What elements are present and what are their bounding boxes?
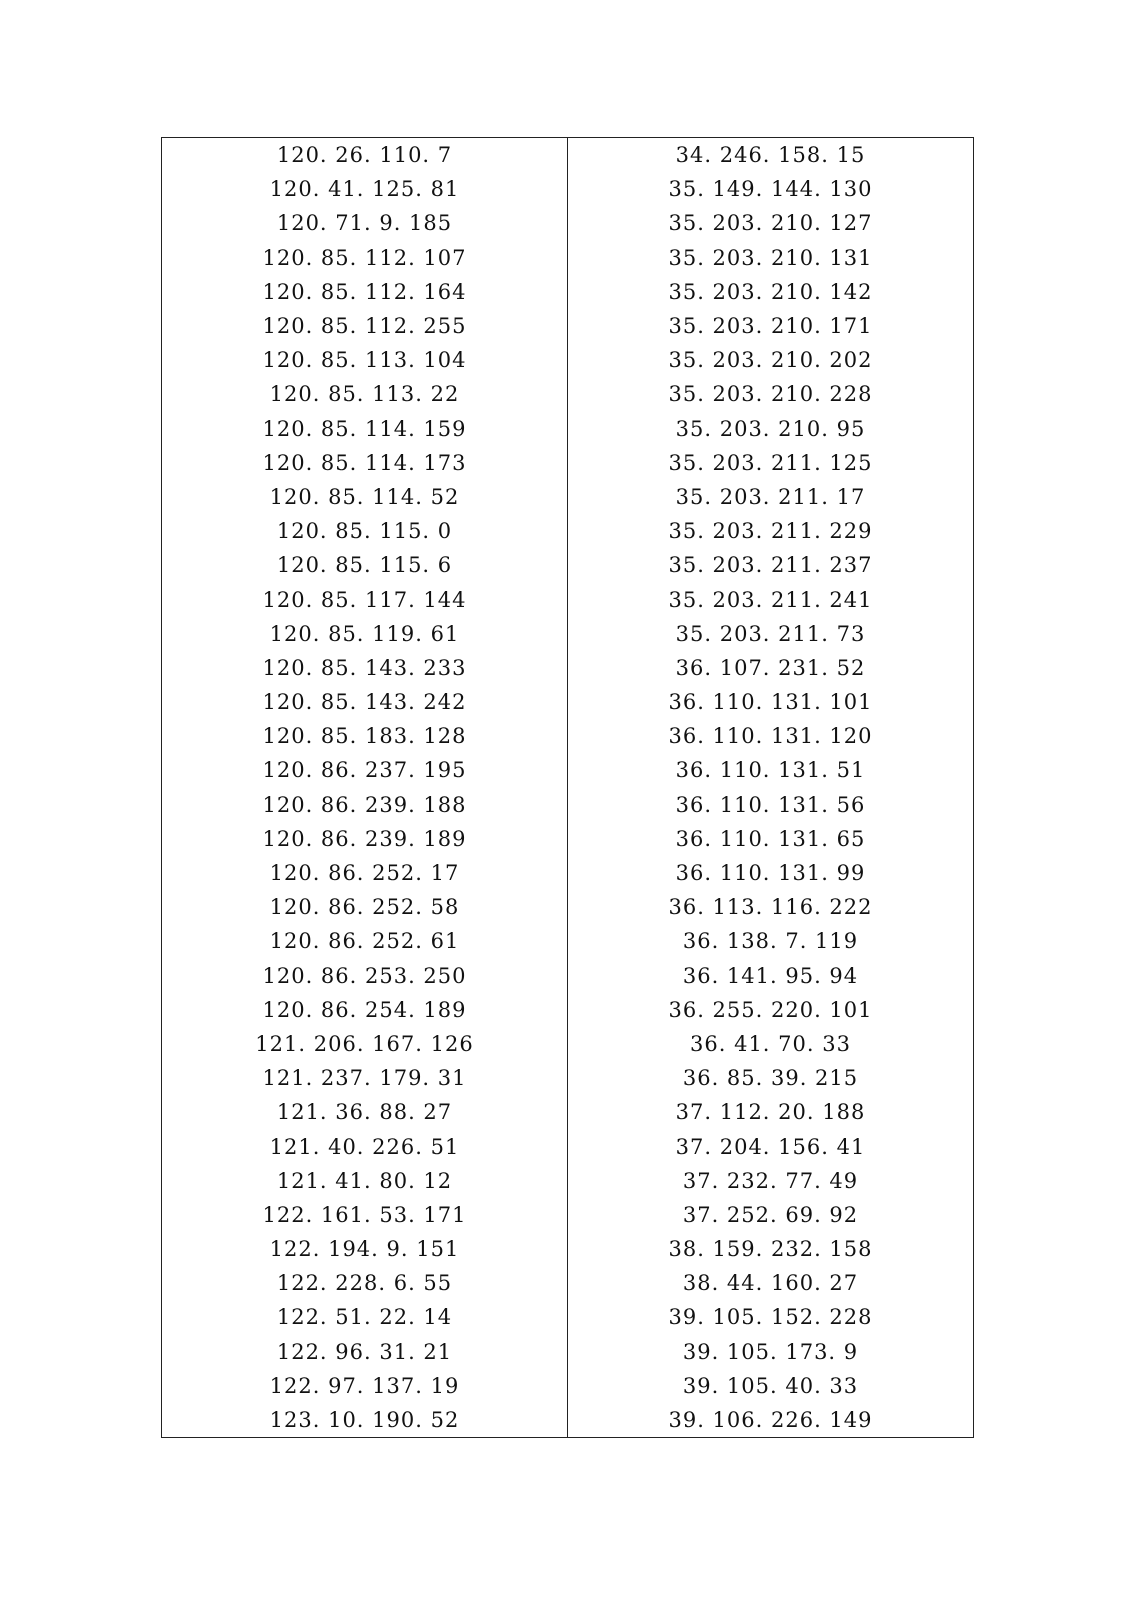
table-row [162, 275, 974, 309]
table-row [162, 719, 974, 753]
table-row [162, 651, 974, 685]
ip-cell-right: 39. 105. 40. 33 [682, 1373, 859, 1398]
ip-cell-left: 120. 86. 252. 58 [162, 890, 568, 924]
ip-cell-right: 36. 110. 131. 99 [675, 861, 866, 886]
table-row [162, 959, 974, 993]
ip-cell-right: 36. 110. 131. 51 [675, 758, 866, 783]
table-row [162, 1164, 974, 1198]
ip-cell-right: 35. 203. 210. 131 [668, 245, 873, 270]
ip-cell-left: 120. 86. 253. 250 [162, 959, 568, 993]
ip-cell-left: 120. 85. 112. 255 [162, 309, 568, 343]
ip-cell-left: 122. 97. 137. 19 [162, 1369, 568, 1403]
table-row [162, 412, 974, 446]
table-row [162, 172, 974, 206]
ip-cell-left: 120. 86. 254. 189 [162, 993, 568, 1027]
ip-cell-left: 121. 36. 88. 27 [162, 1095, 568, 1129]
table-row [162, 685, 974, 719]
ip-table-body [162, 138, 974, 1438]
ip-cell-right: 35. 203. 211. 237 [668, 553, 873, 578]
ip-cell-left: 120. 26. 110. 7 [162, 138, 568, 173]
ip-cell-left: 122. 96. 31. 21 [162, 1335, 568, 1369]
ip-cell-left: 120. 86. 239. 189 [162, 822, 568, 856]
table-row [162, 617, 974, 651]
ip-cell-right: 35. 203. 211. 229 [668, 519, 873, 544]
ip-cell-right: 39. 106. 226. 149 [668, 1408, 873, 1433]
table-row [162, 343, 974, 377]
ip-cell-left: 120. 85. 114. 52 [162, 480, 568, 514]
ip-cell-left: 120. 85. 112. 107 [162, 241, 568, 275]
ip-cell-left: 121. 41. 80. 12 [162, 1164, 568, 1198]
ip-cell-right: 35. 203. 211. 241 [668, 587, 873, 612]
table-row [162, 206, 974, 240]
ip-cell-left: 120. 85. 119. 61 [162, 617, 568, 651]
ip-cell-left: 120. 41. 125. 81 [162, 172, 568, 206]
ip-cell-left: 121. 237. 179. 31 [162, 1061, 568, 1095]
ip-cell-left: 120. 85. 143. 233 [162, 651, 568, 685]
ip-cell-right: 35. 203. 210. 228 [668, 382, 873, 407]
ip-cell-right: 35. 203. 210. 171 [668, 314, 873, 339]
ip-cell-right: 37. 252. 69. 92 [682, 1202, 859, 1227]
ip-cell-right: 35. 203. 210. 202 [668, 348, 873, 373]
ip-cell-right: 36. 85. 39. 215 [682, 1066, 859, 1091]
table-row [162, 548, 974, 582]
table-row [162, 924, 974, 958]
ip-cell-left: 122. 194. 9. 151 [162, 1232, 568, 1266]
table-row [162, 582, 974, 616]
table-row [162, 1027, 974, 1061]
table-row [162, 1198, 974, 1232]
ip-cell-left: 120. 85. 115. 0 [162, 514, 568, 548]
ip-cell-left: 122. 51. 22. 14 [162, 1300, 568, 1334]
table-row [162, 1403, 974, 1438]
ip-cell-right: 35. 203. 210. 127 [668, 211, 873, 236]
ip-address-table [161, 137, 974, 1438]
table-row [162, 309, 974, 343]
ip-cell-right: 39. 105. 152. 228 [668, 1305, 873, 1330]
table-row [162, 1061, 974, 1095]
table-row [162, 480, 974, 514]
ip-cell-left: 120. 86. 252. 17 [162, 856, 568, 890]
ip-cell-right: 36. 107. 231. 52 [675, 655, 866, 680]
ip-cell-left: 120. 86. 252. 61 [162, 924, 568, 958]
table-row [162, 241, 974, 275]
table-row [162, 1369, 974, 1403]
ip-cell-left: 120. 85. 113. 104 [162, 343, 568, 377]
ip-cell-right: 36. 110. 131. 65 [675, 826, 866, 851]
ip-cell-left: 120. 85. 113. 22 [162, 377, 568, 411]
table-row [162, 856, 974, 890]
ip-cell-left: 121. 206. 167. 126 [162, 1027, 568, 1061]
ip-cell-left: 120. 86. 239. 188 [162, 788, 568, 822]
table-row [162, 446, 974, 480]
table-row [162, 1129, 974, 1163]
ip-cell-left: 123. 10. 190. 52 [162, 1403, 568, 1438]
ip-cell-right: 38. 44. 160. 27 [682, 1271, 859, 1296]
ip-cell-right: 35. 203. 211. 73 [675, 621, 866, 646]
ip-cell-right: 35. 203. 210. 95 [675, 416, 866, 441]
table-row [162, 993, 974, 1027]
ip-cell-right: 36. 110. 131. 120 [668, 724, 873, 749]
ip-cell-left: 120. 85. 117. 144 [162, 582, 568, 616]
ip-cell-right: 36. 41. 70. 33 [690, 1031, 851, 1056]
ip-cell-right: 36. 110. 131. 56 [675, 792, 866, 817]
table-row [162, 890, 974, 924]
ip-cell-right: 39. 105. 173. 9 [682, 1339, 859, 1364]
ip-cell-left: 120. 85. 114. 173 [162, 446, 568, 480]
table-row [162, 1335, 974, 1369]
ip-cell-right: 36. 113. 116. 222 [668, 895, 873, 920]
ip-cell-right: 35. 203. 211. 125 [668, 450, 873, 475]
ip-cell-right: 36. 138. 7. 119 [682, 929, 859, 954]
ip-cell-left: 120. 85. 112. 164 [162, 275, 568, 309]
ip-cell-left: 120. 71. 9. 185 [162, 206, 568, 240]
table-row [162, 1232, 974, 1266]
ip-cell-right: 35. 203. 210. 142 [668, 279, 873, 304]
ip-cell-right: 36. 141. 95. 94 [682, 963, 859, 988]
table-row [162, 1095, 974, 1129]
ip-cell-right: 35. 149. 144. 130 [668, 177, 873, 202]
ip-cell-right: 38. 159. 232. 158 [668, 1237, 873, 1262]
ip-cell-right: 36. 255. 220. 101 [668, 997, 873, 1022]
ip-cell-left: 121. 40. 226. 51 [162, 1129, 568, 1163]
table-row [162, 753, 974, 787]
table-row [162, 138, 974, 173]
ip-cell-left: 120. 85. 115. 6 [162, 548, 568, 582]
table-row [162, 822, 974, 856]
table-row [162, 514, 974, 548]
ip-cell-left: 120. 86. 237. 195 [162, 753, 568, 787]
ip-cell-right: 37. 232. 77. 49 [682, 1168, 859, 1193]
table-row [162, 788, 974, 822]
ip-cell-left: 120. 85. 114. 159 [162, 412, 568, 446]
ip-cell-left: 120. 85. 183. 128 [162, 719, 568, 753]
ip-cell-right: 37. 112. 20. 188 [675, 1100, 866, 1125]
ip-cell-left: 120. 85. 143. 242 [162, 685, 568, 719]
ip-cell-left: 122. 161. 53. 171 [162, 1198, 568, 1232]
ip-cell-right: 36. 110. 131. 101 [668, 690, 873, 715]
ip-cell-right: 34. 246. 158. 15 [675, 143, 866, 168]
ip-cell-right: 37. 204. 156. 41 [675, 1134, 866, 1159]
table-row [162, 1300, 974, 1334]
table-row [162, 1266, 974, 1300]
table-row [162, 377, 974, 411]
ip-cell-left: 122. 228. 6. 55 [162, 1266, 568, 1300]
ip-cell-right: 35. 203. 211. 17 [675, 484, 866, 509]
